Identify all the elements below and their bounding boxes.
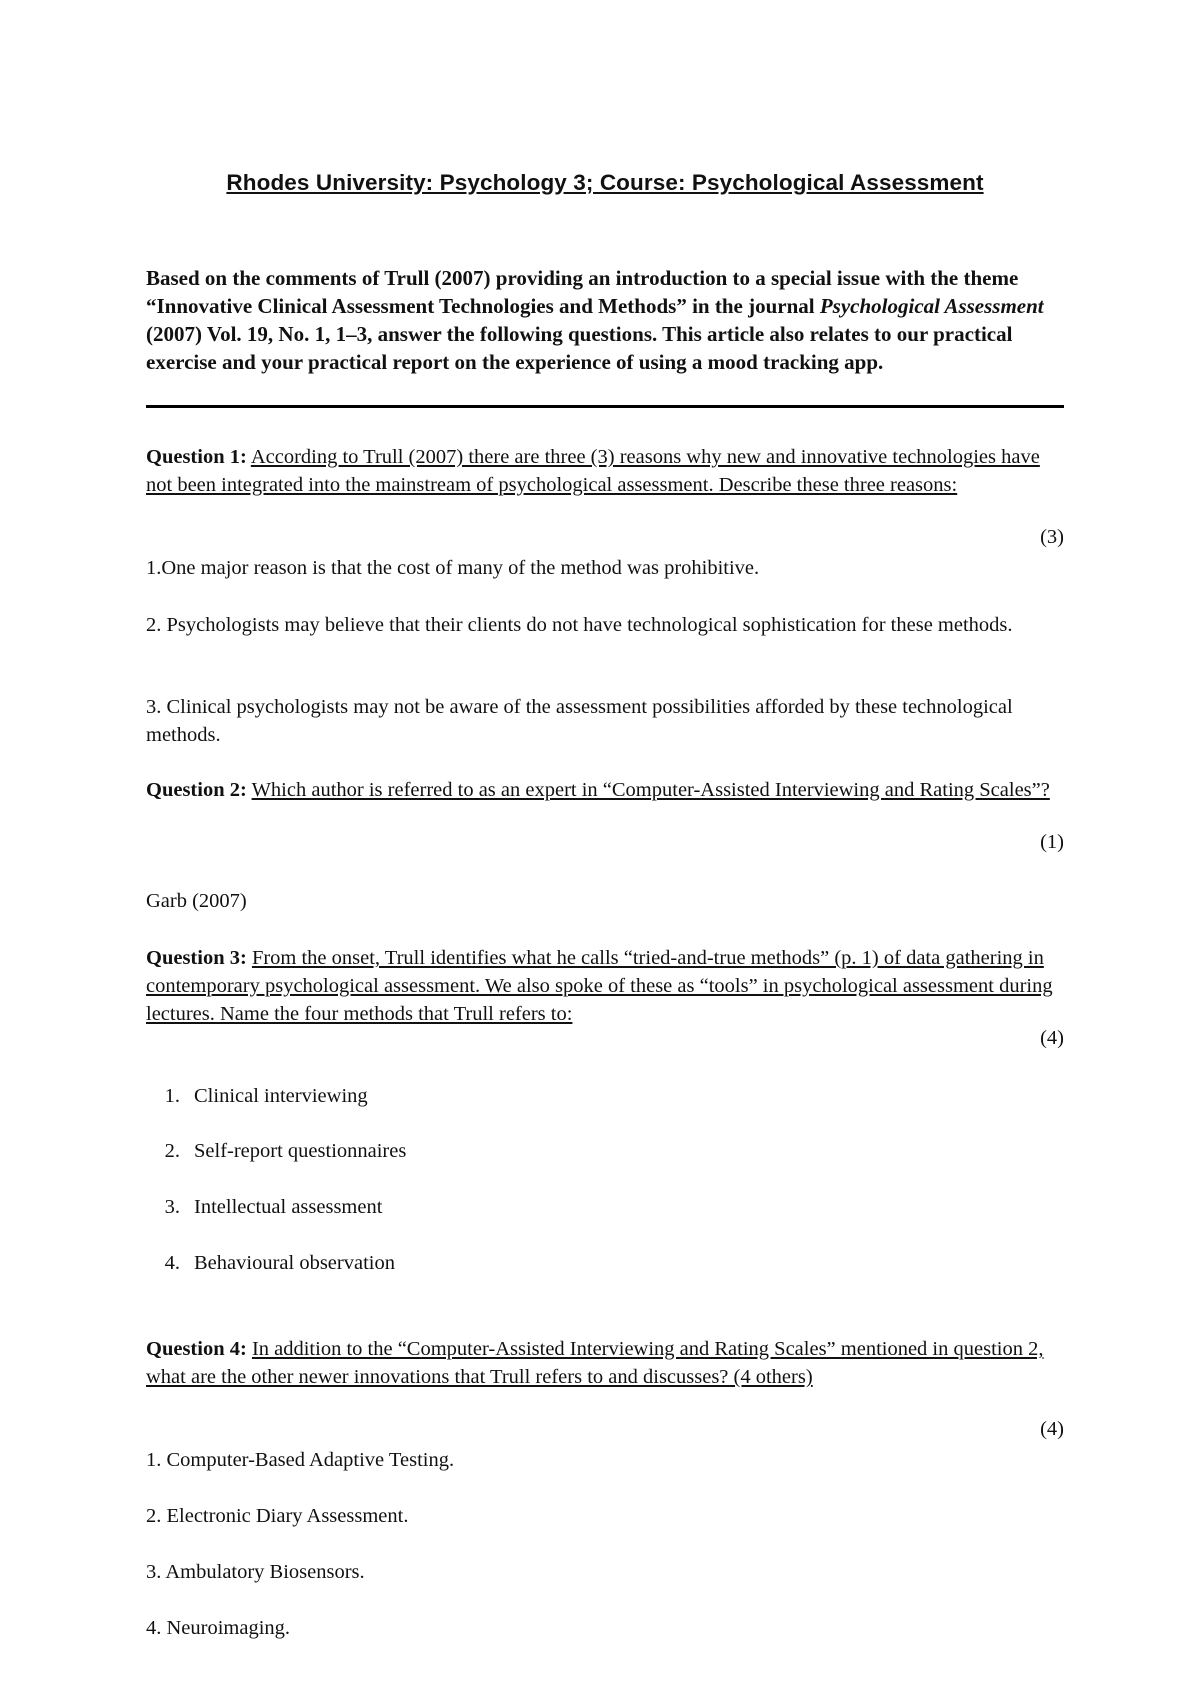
- question-4-marks: (4): [1040, 1418, 1064, 1440]
- question-4-answer-1: 1. Computer-Based Adaptive Testing.: [146, 1449, 455, 1471]
- instructions-text-start: Based on the comments of Trull (2007) providing an introduction to a special issue with the theme “Innovative Clinical Assessment Technologies and Methods” in the journal: [146, 266, 1019, 318]
- question-3-item-3: [146, 1196, 382, 1219]
- question-3: [146, 944, 1064, 1028]
- question-3-item-2: [146, 1140, 406, 1163]
- question-1-marks: (3): [1040, 526, 1064, 548]
- question-2-label: Question 2:: [146, 779, 247, 801]
- list-number: 3.: [164, 1196, 180, 1218]
- question-4-answer-4: 4. Neuroimaging.: [146, 1617, 291, 1639]
- question-3-label: Question 3:: [146, 947, 247, 969]
- list-item-text: Behavioural observation: [194, 1252, 395, 1274]
- list-item-text: Self-report questionnaires: [194, 1140, 407, 1162]
- question-4-text: In addition to the “Computer-Assisted Interviewing and Rating Scales” mentioned in question 2, what are the other newer innovations that Trull refers to and discusses? (4 others): [146, 1338, 1044, 1388]
- horizontal-divider: [146, 405, 1064, 408]
- question-2-marks: (1): [1040, 831, 1064, 853]
- question-1-label: Question 1:: [146, 446, 247, 468]
- list-item-text: Clinical interviewing: [194, 1085, 368, 1107]
- question-4-answer-3: 3. Ambulatory Biosensors.: [146, 1561, 365, 1583]
- question-1-answer-1: 1.One major reason is that the cost of many of the method was prohibitive.: [146, 557, 760, 579]
- instructions-text-end: (2007) Vol. 19, No. 1, 1–3, answer the following questions. This article also relates to our practical exercise and your practical report on the experience of using a mood tracking app.: [146, 322, 1013, 374]
- question-2-answer: Garb (2007): [146, 890, 247, 912]
- question-3-item-1: [146, 1085, 368, 1108]
- question-2-text: Which author is referred to as an expert in “Computer-Assisted Interviewing and Rating Scales”?: [251, 779, 1050, 801]
- list-number: 2.: [164, 1140, 180, 1162]
- question-3-item-4: [146, 1252, 395, 1275]
- question-4-answer-2: 2. Electronic Diary Assessment.: [146, 1505, 409, 1527]
- list-number: 1.: [164, 1085, 180, 1107]
- question-1: [146, 443, 1064, 499]
- question-3-marks: (4): [1040, 1027, 1064, 1049]
- instructions-paragraph: [146, 264, 1064, 376]
- question-1-answer-3: 3. Clinical psychologists may not be aware of the assessment possibilities afforded by these technological methods.: [146, 696, 1013, 746]
- list-number: 4.: [164, 1252, 180, 1274]
- page-title: Rhodes University: Psychology 3; Course: Psychological Assessment: [226, 170, 984, 195]
- question-3-text: From the onset, Trull identifies what he calls “tried-and-true methods” (p. 1) of data gathering in contemporary psychological assessment. We also spoke of these as “tools” in psychological assessment during lectures. Name the four methods that Trull refers to:: [146, 947, 1053, 1025]
- question-1-answer-2: 2. Psychologists may believe that their clients do not have technological sophistication for these methods.: [146, 614, 1013, 636]
- list-item-text: Intellectual assessment: [194, 1196, 383, 1218]
- question-4: [146, 1335, 1064, 1391]
- question-4-label: Question 4:: [146, 1338, 247, 1360]
- question-2: [146, 776, 1064, 804]
- question-1-text: According to Trull (2007) there are three (3) reasons why new and innovative technologies have not been integrated into the mainstream of psychological assessment. Describe these three reasons:: [146, 446, 1040, 496]
- journal-name: Psychological Assessment: [819, 294, 1044, 318]
